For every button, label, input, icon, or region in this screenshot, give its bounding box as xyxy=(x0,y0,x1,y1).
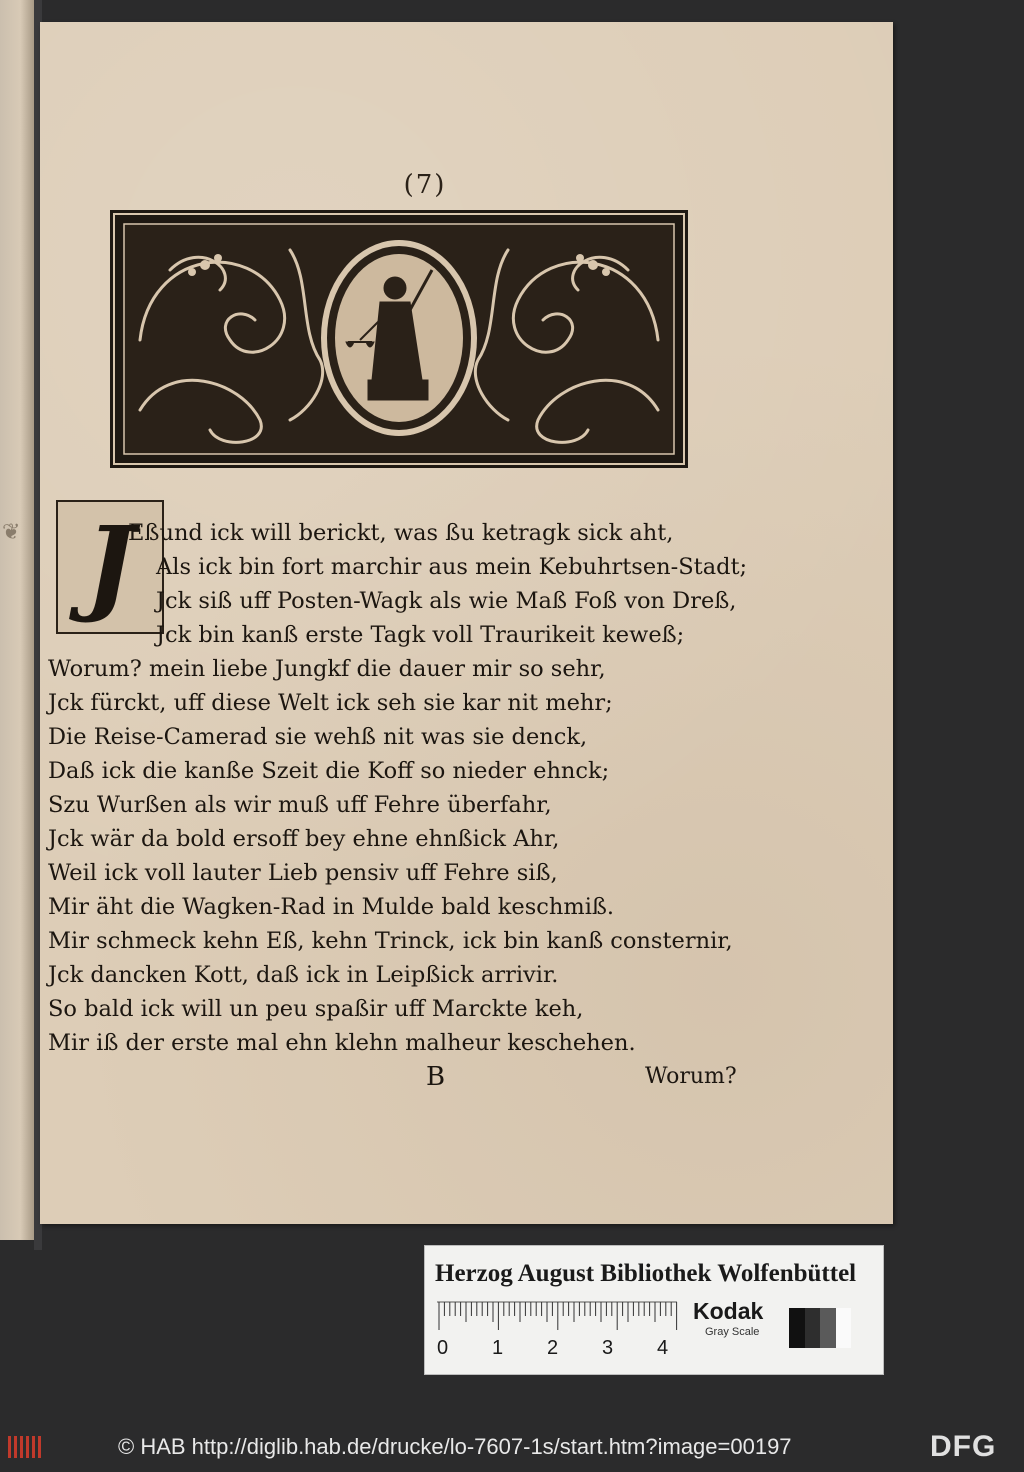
vignette-woodcut xyxy=(110,210,688,468)
signature-mark: B xyxy=(426,1062,446,1092)
poem-line: Eßund ick will berickt, was ßu ketragk sick aht, xyxy=(128,520,674,546)
kodak-brand: Kodak xyxy=(693,1298,764,1324)
poem-line: Worum? mein liebe Jungkf die dauer mir so sehr, xyxy=(48,656,606,682)
poem-line: Weil ick voll lauter Lieb pensiv uff Fehre siß, xyxy=(48,860,558,886)
poem-line: Mir äht die Wagken-Rad in Mulde bald keschmiß. xyxy=(48,894,615,920)
gray-scale-label: Gray Scale xyxy=(705,1326,760,1338)
poem-line: Jck bin kanß erste Tagk voll Traurikeit keweß; xyxy=(156,622,685,648)
catchword: Worum? xyxy=(645,1064,737,1089)
previous-page-edge xyxy=(0,0,34,1240)
poem-line: Daß ick die kanße Szeit die Koff so nieder ehnck; xyxy=(48,758,610,784)
library-color-card xyxy=(424,1245,884,1375)
poem-line: Jck wär da bold ersoff bey ehne ehnßick Ahr, xyxy=(48,826,560,852)
gray-patch xyxy=(789,1308,805,1348)
page-number: (7) xyxy=(403,170,447,200)
scale-ruler xyxy=(437,1300,687,1358)
drop-cap: J xyxy=(56,500,164,634)
ruler-number: 1 xyxy=(492,1337,504,1358)
ghost-ornament: ❦ xyxy=(2,520,21,545)
poem-line: Szu Wurßen als wir muß uff Fehre überfahr, xyxy=(48,792,552,818)
footer-bar xyxy=(0,1422,1024,1472)
hab-logo-icon xyxy=(6,1432,46,1462)
poem-line: So bald ick will un peu spaßir uff Marckte keh, xyxy=(48,996,584,1022)
gray-patch xyxy=(820,1308,836,1348)
gray-patch xyxy=(805,1308,821,1348)
ruler-number: 3 xyxy=(602,1337,614,1358)
poem-line: Die Reise-Camerad sie wehß nit was sie denck, xyxy=(48,724,588,750)
gray-patches xyxy=(789,1308,851,1348)
poem-line: Jck dancken Kott, daß ick in Leipßick arrivir. xyxy=(48,962,559,988)
ruler-number: 0 xyxy=(437,1337,449,1358)
poem-line: Mir schmeck kehn Eß, kehn Trinck, ick bin kanß consternir, xyxy=(48,928,733,954)
copyright-url[interactable]: © HAB http://diglib.hab.de/drucke/lo-7607-1s/start.htm?image=00197 xyxy=(118,1434,792,1459)
library-name: Herzog August Bibliothek Wolfenbüttel xyxy=(435,1260,857,1287)
poem-line: Mir iß der erste mal ehn klehn malheur keschehen. xyxy=(48,1030,636,1056)
gray-patch xyxy=(836,1308,852,1348)
ornamental-vignette xyxy=(110,210,688,468)
poem-line: Jck siß uff Posten-Wagk als wie Maß Foß von Dreß, xyxy=(156,588,737,614)
ruler-number: 2 xyxy=(547,1337,559,1358)
ruler-number: 4 xyxy=(657,1337,669,1358)
book-page xyxy=(40,22,893,1224)
dfg-logo: DFG xyxy=(930,1430,997,1463)
poem-line: Jck fürckt, uff diese Welt ick seh sie kar nit mehr; xyxy=(48,690,613,716)
poem-line: Als ick bin fort marchir aus mein Kebuhrtsen-Stadt; xyxy=(156,554,748,580)
